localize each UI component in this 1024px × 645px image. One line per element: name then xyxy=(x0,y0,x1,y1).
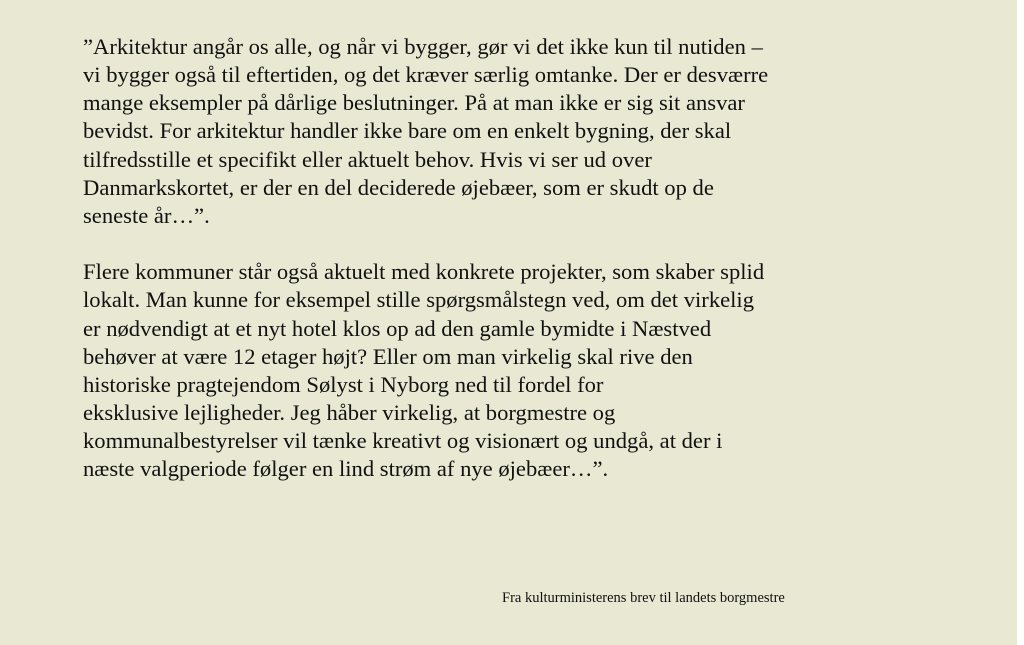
text-line: mange eksempler på dårlige beslutninger. På at man ikke er sig sit ansvar xyxy=(83,90,745,116)
text-line: seneste år…”. xyxy=(83,202,210,228)
text-line: tilfredsstille et specifikt eller aktuelt behov. Hvis vi ser ud over xyxy=(83,146,652,172)
text-line: lokalt. Man kunne for eksempel stille spørgsmålstegn ved, om det virkelig xyxy=(83,287,754,313)
text-line: bevidst. For arkitektur handler ikke bare om en enkelt bygning, der skal xyxy=(83,118,732,144)
text-line: vi bygger også til eftertiden, og det kræver særlig omtanke. Der er desværre xyxy=(83,62,769,88)
text-line: ”Arkitektur angår os alle, og når vi bygger, gør vi det ikke kun til nutiden – xyxy=(83,34,763,59)
text-line: behøver at være 12 etager højt? Eller om man virkelig skal rive den xyxy=(83,343,693,369)
text-line: kommunalbestyrelser vil tænke kreativt og visionært og undgå, at der i xyxy=(83,428,723,454)
paragraph-spacer xyxy=(83,230,923,258)
quote-block xyxy=(83,33,923,483)
paragraph-2 xyxy=(83,258,923,483)
right-edge-strip xyxy=(1017,0,1024,645)
source-caption: Fra kulturministerens brev til landets borgmestre xyxy=(502,590,785,606)
text-line: næste valgperiode følger en lind strøm af nye øjebæer…”. xyxy=(83,456,609,482)
text-line: Danmarkskortet, er der en del deciderede øjebæer, som er skudt op de xyxy=(83,174,714,200)
text-line: eksklusive lejligheder. Jeg håber virkelig, at borgmestre og xyxy=(83,400,616,426)
text-line: historiske pragtejendom Sølyst i Nyborg ned til fordel for xyxy=(83,371,604,397)
paragraph-1 xyxy=(83,33,923,230)
text-line: er nødvendigt at et nyt hotel klos op ad den gamle bymidte i Næstved xyxy=(83,315,712,341)
text-line: Flere kommuner står også aktuelt med konkrete projekter, som skaber splid xyxy=(83,259,765,285)
